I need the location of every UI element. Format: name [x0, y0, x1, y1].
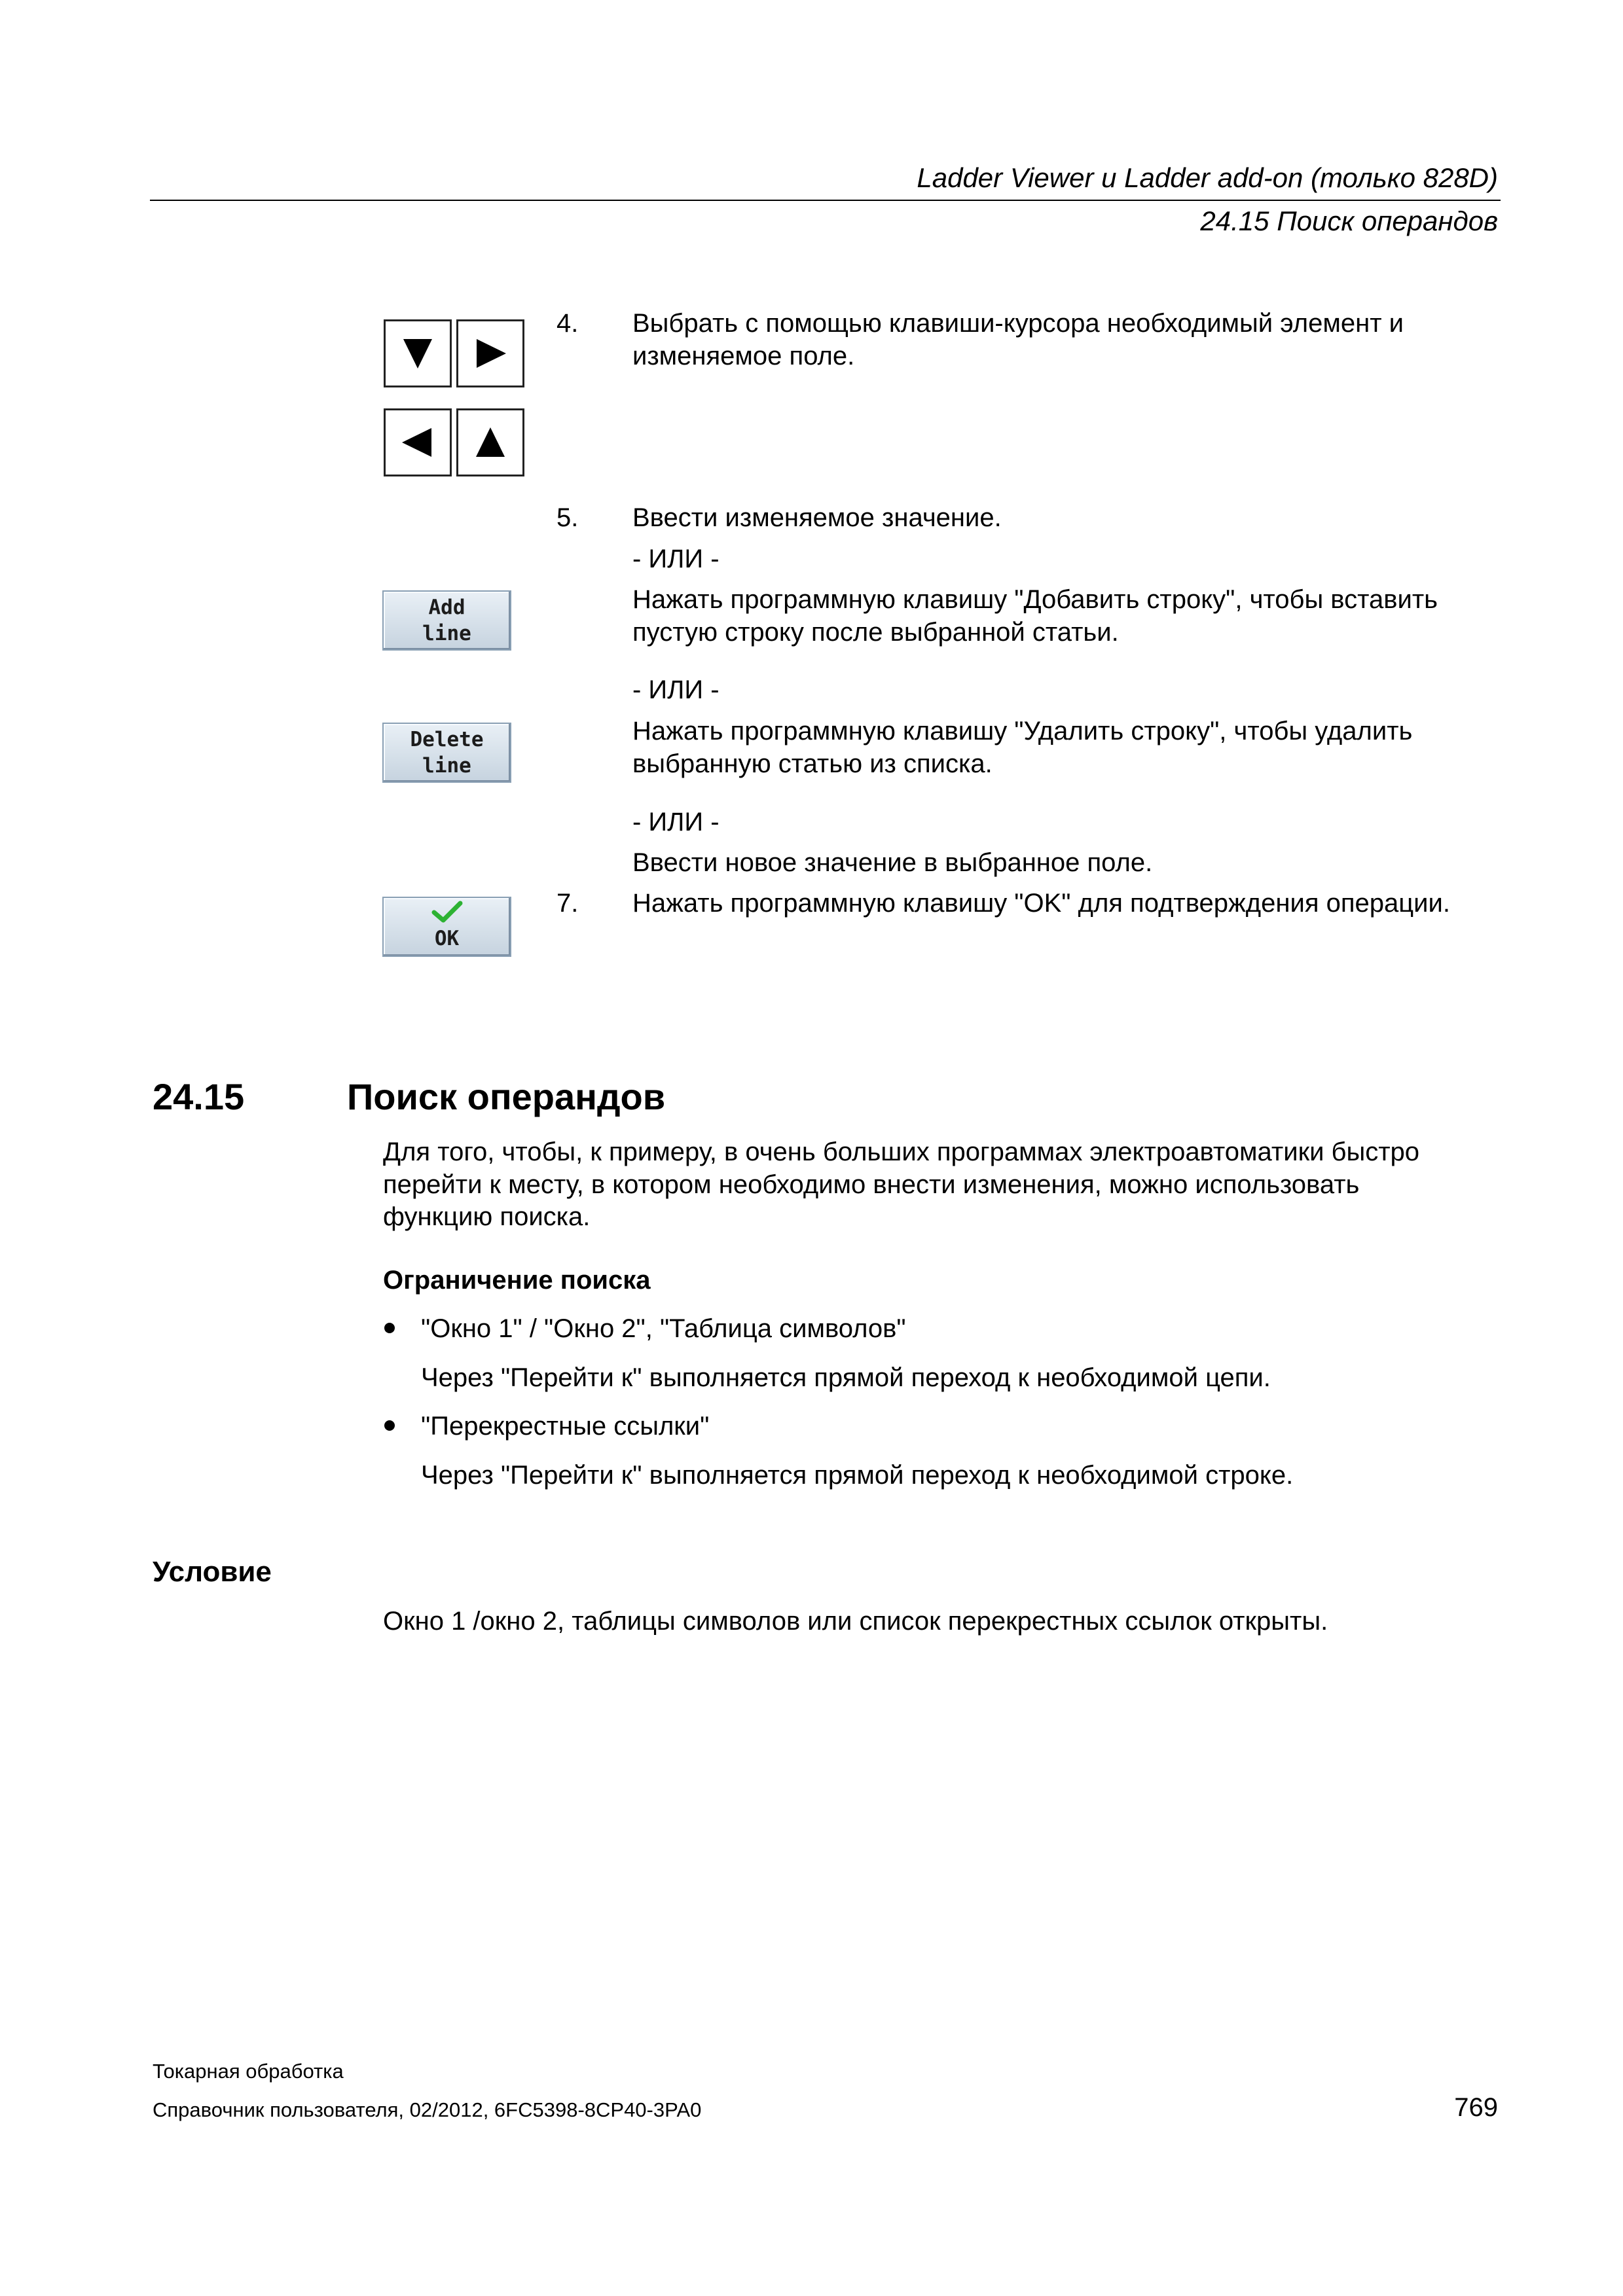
add-line-text-2: пустую строку после выбранной статьи.	[632, 618, 1119, 647]
intro-line-2: перейти к месту, в котором необходимо внести изменения, можно использовать	[383, 1170, 1360, 1199]
condition-heading: Условие	[153, 1556, 272, 1588]
header-rule	[150, 200, 1501, 201]
add-line-softkey[interactable]	[382, 590, 511, 651]
arrow-up-key[interactable]	[456, 408, 524, 476]
arrow-up-icon	[458, 410, 522, 475]
delete-line-text-1: Нажать программную клавишу "Удалить строку", чтобы удалить	[632, 717, 1413, 745]
bullet-dot	[384, 1323, 395, 1333]
step-5-text: Ввести изменяемое значение.	[632, 503, 1002, 532]
add-line-softkey-label-1: Add	[428, 596, 465, 619]
bullet-1-detail: Через "Перейти к" выполняется прямой переход к необходимой цепи.	[421, 1363, 1271, 1392]
add-line-softkey-label-2: line	[422, 622, 471, 645]
step-4-line-2: изменяемое поле.	[632, 342, 855, 370]
intro-line-3: функцию поиска.	[383, 1202, 591, 1231]
step-4-line-1: Выбрать с помощью клавиши-курсора необходимый элемент и	[632, 309, 1404, 338]
arrow-left-icon	[386, 410, 450, 475]
delete-line-softkey-label-1: Delete	[410, 728, 484, 751]
bullet-1-title: "Окно 1" / "Окно 2", "Таблица символов"	[421, 1314, 906, 1343]
header-chapter-title: Ladder Viewer и Ladder add-on (только 828D)	[917, 162, 1498, 193]
footer-document-info: Справочник пользователя, 02/2012, 6FC5398-8CP40-3PA0	[153, 2098, 702, 2121]
delete-line-text-2: выбранную статью из списка.	[632, 749, 993, 778]
checkmark-icon	[384, 898, 510, 925]
step-4-number: 4.	[556, 309, 579, 338]
arrow-left-key[interactable]	[384, 408, 452, 476]
or-separator-2: - ИЛИ -	[632, 675, 720, 704]
add-line-text-1: Нажать программную клавишу "Добавить строку", чтобы вставить	[632, 585, 1438, 614]
footer-product: Токарная обработка	[153, 2060, 344, 2083]
step-7-number: 7.	[556, 889, 579, 918]
bullet-dot	[384, 1420, 395, 1431]
arrow-right-key[interactable]	[456, 319, 524, 387]
arrow-down-key[interactable]	[384, 319, 452, 387]
ok-softkey[interactable]	[382, 897, 511, 957]
new-value-text: Ввести новое значение в выбранное поле.	[632, 848, 1153, 877]
section-title: Поиск операндов	[347, 1076, 666, 1117]
intro-line-1: Для того, чтобы, к примеру, в очень больших программах электроавтоматики быстро	[383, 1138, 1420, 1166]
ok-softkey-label: OK	[434, 927, 460, 950]
arrow-right-icon	[458, 321, 522, 386]
page-number: 769	[1454, 2093, 1498, 2122]
bullet-2-detail: Через "Перейти к" выполняется прямой переход к необходимой строке.	[421, 1461, 1294, 1490]
condition-text: Окно 1 /окно 2, таблицы символов или список перекрестных ссылок открыты.	[383, 1607, 1328, 1636]
section-number: 24.15	[153, 1076, 245, 1117]
step-5-number: 5.	[556, 503, 579, 532]
or-separator-3: - ИЛИ -	[632, 808, 720, 836]
or-separator-1: - ИЛИ -	[632, 545, 720, 573]
delete-line-softkey[interactable]	[382, 723, 511, 783]
header-section-ref: 24.15 Поиск операндов	[1200, 206, 1498, 236]
restriction-heading: Ограничение поиска	[383, 1266, 651, 1295]
bullet-2-title: "Перекрестные ссылки"	[421, 1412, 710, 1441]
step-7-text: Нажать программную клавишу "OK" для подтверждения операции.	[632, 889, 1450, 918]
arrow-down-icon	[386, 321, 450, 386]
delete-line-softkey-label-2: line	[422, 754, 471, 778]
